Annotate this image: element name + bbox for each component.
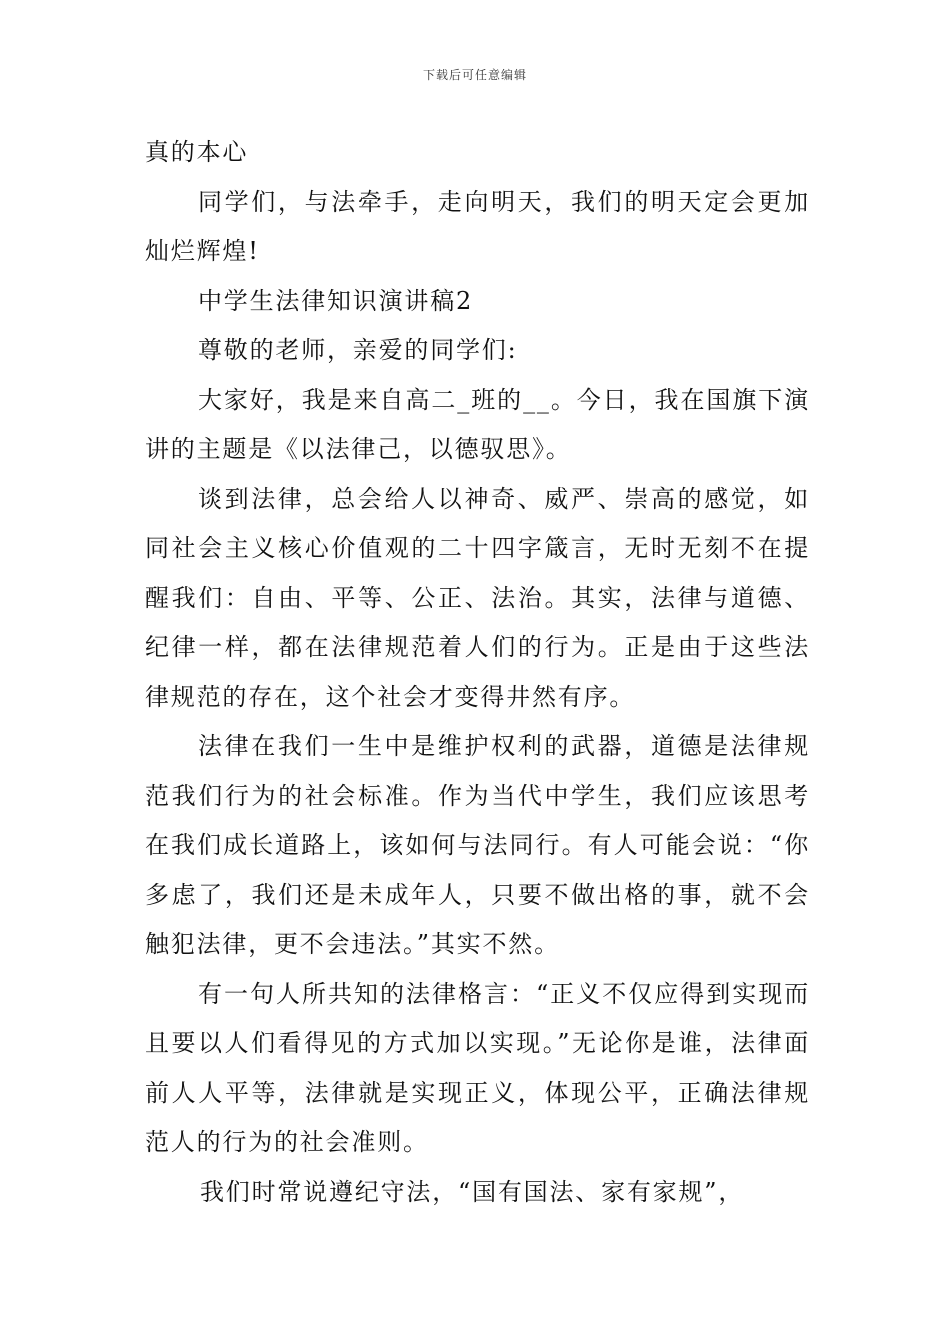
paragraph-justice: 有一句人所共知的法律格言：“正义不仅应得到实现而且要以人们看得见的方式加以实现。”无论你是谁，法律面前人人平等，法律就是实现正义，体现公平，正确法律规范人的行为的社会准则。 bbox=[145, 979, 810, 1156]
document-body bbox=[145, 128, 810, 1217]
paragraph-law-morality: 法律在我们一生中是维护权利的武器，道德是法律规范我们行为的社会标准。作为当代中学生，我们应该思考在我们成长道路上，该如何与法同行。有人可能会说：“你多虑了，我们还是未成年人，只要不做出格的事，就不会触犯法律，更不会违法。”其实不然。 bbox=[145, 732, 810, 958]
page-header-note: 下载后可任意编辑 bbox=[422, 68, 527, 82]
paragraph-discipline: 我们时常说遵纪守法，“国有国法、家有家规”， bbox=[200, 1177, 745, 1206]
speech-title: 中学生法律知识演讲稿2 bbox=[198, 286, 474, 315]
paragraph-continuation: 真的本心 bbox=[145, 138, 249, 166]
paragraph-law-values: 谈到法律，总会给人以神奇、威严、崇高的感觉，如同社会主义核心价值观的二十四字箴言，无时无刻不在提醒我们：自由、平等、公正、法治。其实，法律与道德、纪律一样，都在法律规范着人们的行为。正是由于这些法律规范的存在，这个社会才变得井然有序。 bbox=[145, 484, 810, 711]
salutation: 尊敬的老师，亲爱的同学们: bbox=[198, 336, 518, 364]
paragraph-intro: 大家好，我是来自高二_班的__。今日，我在国旗下演讲的主题是《以法律己，以德驭思》。 bbox=[145, 385, 810, 463]
paragraph-closing: 同学们，与法牵手，走向明天，我们的明天定会更加灿烂辉煌! bbox=[145, 187, 810, 265]
